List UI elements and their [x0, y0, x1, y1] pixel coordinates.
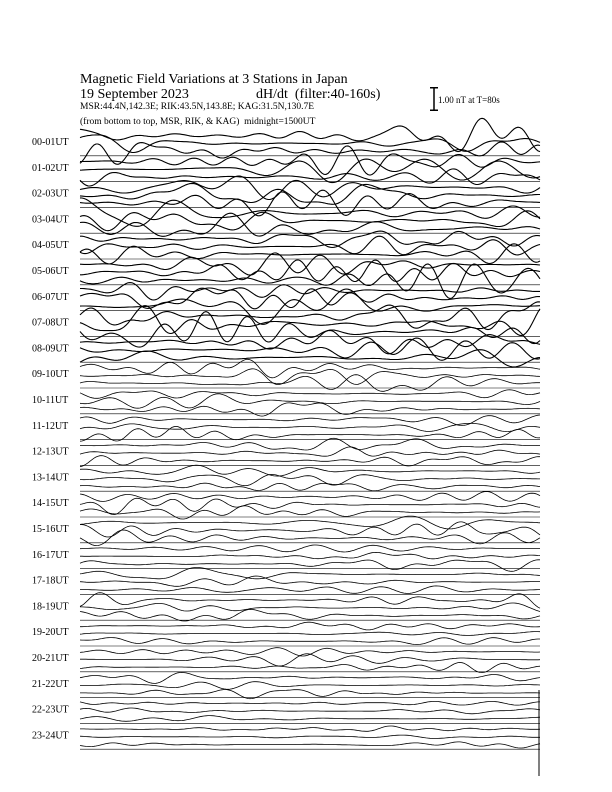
station-trace [80, 390, 540, 399]
row-label: 05-06UT [32, 265, 69, 277]
station-trace [80, 492, 540, 502]
station-trace [80, 183, 540, 204]
station-trace [80, 426, 540, 441]
station-trace [80, 253, 540, 275]
row-label: 14-15UT [32, 498, 69, 510]
station-trace [80, 423, 540, 431]
row-label: 04-05UT [32, 240, 69, 252]
trace-order-note: (from bottom to top, MSR, RIK, & KAG) midnight=1500UT [80, 117, 316, 127]
station-trace [80, 522, 540, 537]
station-trace [80, 603, 540, 612]
row-label: 16-17UT [32, 549, 69, 561]
station-trace [80, 586, 540, 594]
station-trace [80, 176, 540, 200]
station-trace [80, 483, 540, 491]
station-trace [80, 622, 540, 630]
row-label: 22-23UT [32, 704, 69, 716]
row-label: 19-20UT [32, 627, 69, 639]
station-trace [80, 394, 540, 408]
row-label: 08-09UT [32, 343, 69, 355]
station-trace [80, 560, 540, 572]
station-trace [80, 350, 540, 367]
row-label: 10-11UT [32, 394, 69, 406]
chart-title: Magnetic Field Variations at 3 Stations in Japan [80, 72, 348, 87]
station-trace [80, 609, 540, 621]
row-label: 02-03UT [32, 188, 69, 200]
station-trace [80, 369, 540, 385]
station-trace [80, 264, 540, 299]
station-trace [80, 742, 540, 748]
station-trace [80, 213, 540, 236]
station-trace [80, 672, 540, 683]
station-trace [80, 716, 540, 722]
row-label: 13-14UT [32, 472, 69, 484]
station-trace [80, 638, 540, 645]
station-trace [80, 735, 540, 738]
station-trace [80, 283, 540, 300]
row-label: 09-10UT [32, 369, 69, 381]
station-trace [80, 726, 540, 731]
station-trace [80, 159, 540, 183]
station-trace [80, 545, 540, 552]
row-label: 15-16UT [32, 523, 69, 535]
station-trace [80, 403, 540, 416]
row-label: 03-04UT [32, 214, 69, 226]
row-label: 07-08UT [32, 317, 69, 329]
station-trace [80, 576, 540, 586]
row-label: 00-01UT [32, 136, 69, 148]
station-trace [80, 701, 540, 705]
station-trace [80, 593, 540, 609]
chart-date: 19 September 2023 [80, 87, 189, 102]
chart-parameter: dH/dt (filter:40-160s) [256, 87, 381, 102]
station-trace [80, 438, 540, 450]
station-trace [80, 708, 540, 714]
stations-coordinates: MSR:44.4N,142.3E; RIK:43.5N,143.8E; KAG:31.5N,130.7E [80, 102, 315, 112]
station-trace [80, 648, 540, 656]
row-label: 17-18UT [32, 575, 69, 587]
station-trace [80, 465, 540, 476]
station-trace [80, 654, 540, 666]
row-label: 20-21UT [32, 652, 69, 664]
row-label: 21-22UT [32, 678, 69, 690]
station-trace [80, 375, 540, 392]
station-trace [80, 663, 540, 673]
station-trace [80, 118, 540, 151]
station-trace [80, 306, 540, 336]
station-trace [80, 552, 540, 558]
scale-label: 1.00 nT at T=80s [438, 95, 500, 105]
row-label: 01-02UT [32, 162, 69, 174]
row-label: 18-19UT [32, 601, 69, 613]
station-trace [80, 567, 540, 578]
row-label: 06-07UT [32, 291, 69, 303]
row-label: 12-13UT [32, 446, 69, 458]
station-trace [80, 474, 540, 485]
station-trace [80, 447, 540, 456]
station-trace [80, 231, 540, 247]
station-trace [80, 456, 540, 467]
row-label: 23-24UT [32, 730, 69, 742]
station-trace [80, 632, 540, 636]
station-trace [80, 530, 540, 546]
station-trace [80, 415, 540, 426]
row-label: 11-12UT [32, 420, 69, 432]
